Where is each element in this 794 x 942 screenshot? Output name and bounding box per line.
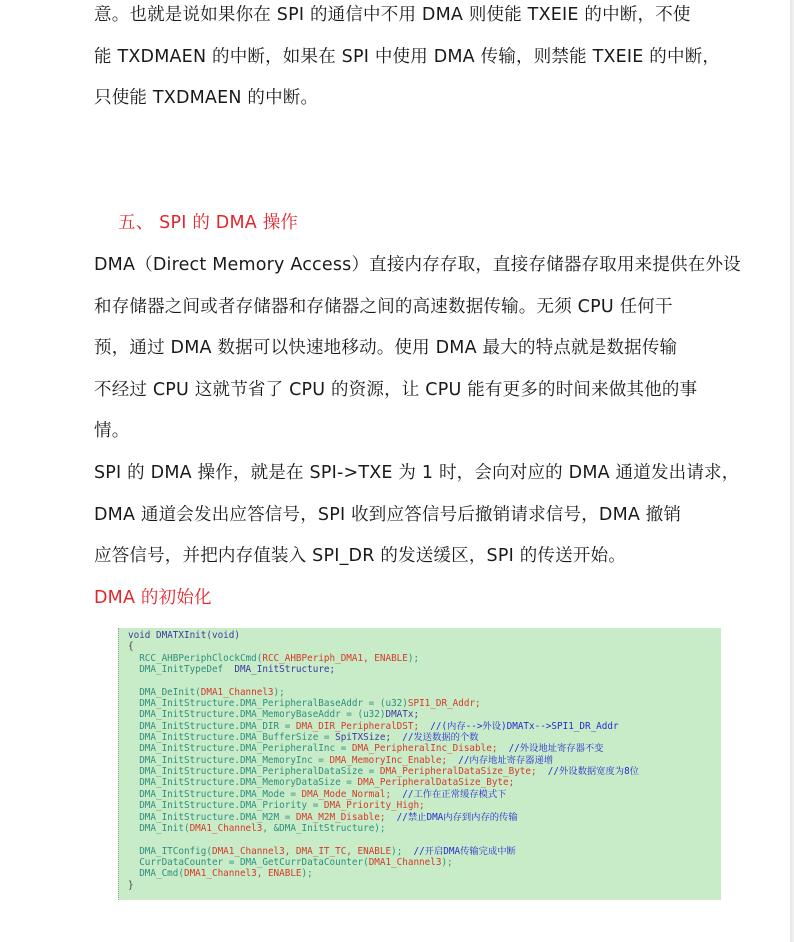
code-line bbox=[128, 834, 639, 845]
code-line bbox=[128, 880, 639, 891]
code-line bbox=[128, 675, 639, 686]
code-line bbox=[128, 653, 639, 664]
code-token: //(内存-->外设)DMATx-->SPI1_DR_Addr bbox=[419, 720, 619, 732]
subheading-dma-init: DMA 的初始化 bbox=[94, 588, 212, 608]
code-token: ); bbox=[441, 856, 453, 868]
code-token: RCC_AHBPeriph_DMA1, ENABLE bbox=[262, 652, 408, 664]
code-token: //禁止DMA内存到内存的传输 bbox=[385, 811, 518, 823]
code-token: DMA_InitStructure.DMA_PeripheralBaseAddr = (u32) bbox=[128, 698, 408, 710]
code-line bbox=[128, 766, 639, 777]
code-token: void bbox=[128, 630, 156, 641]
code-token: DMA_Init( bbox=[128, 822, 190, 834]
code-line bbox=[128, 709, 639, 720]
code-token: DMA1_Channel3, DMA_IT_TC, ENABLE bbox=[211, 845, 392, 857]
code-token: DMA1_Channel3, ENABLE bbox=[183, 868, 302, 880]
paragraph-line: 能 TXDMAEN 的中断，如果在 SPI 中使用 DMA 传输，则禁能 TXEIE 的中断， bbox=[94, 47, 721, 67]
code-lines bbox=[128, 630, 639, 891]
code-token: DMA_Cmd( bbox=[128, 868, 184, 880]
paragraph-line: DMA（Direct Memory Access）直接内存存取，直接存储器存取用来提供在外设 bbox=[94, 255, 741, 275]
code-line bbox=[128, 777, 639, 788]
paragraph-line: 情。 bbox=[94, 421, 130, 441]
code-token: { bbox=[128, 641, 134, 653]
paragraph-line: 只使能 TXDMAEN 的中断。 bbox=[94, 88, 319, 108]
code-token: ); bbox=[407, 652, 420, 664]
code-line bbox=[128, 868, 639, 879]
code-token: DMA_InitStructure.DMA_DIR = bbox=[128, 720, 296, 732]
code-token: DMA_InitStructure.DMA_PeripheralInc = bbox=[128, 743, 352, 755]
code-line bbox=[128, 789, 639, 800]
code-line bbox=[128, 641, 639, 652]
paragraph-line: 应答信号，并把内存值装入 SPI_DR 的发送缓区，SPI 的传送开始。 bbox=[94, 546, 626, 566]
page-edge-shadow bbox=[790, 0, 794, 942]
code-token: DMA_InitStructure.DMA_Mode = bbox=[128, 788, 302, 800]
code-token: DMATx; bbox=[385, 709, 420, 721]
paragraph-line: SPI 的 DMA 操作，就是在 SPI->TXE 为 1 时，会向对应的 DMA 通道发出请求， bbox=[94, 463, 740, 483]
code-line bbox=[128, 846, 639, 857]
code-token: DMA_InitStructure.DMA_M2M = bbox=[128, 811, 296, 823]
code-token: SpiTXSize; bbox=[335, 732, 392, 744]
paragraph-line: 预，通过 DMA 数据可以快速地移动。使用 DMA 最大的特点就是数据传输 bbox=[94, 338, 678, 358]
code-token: DMA_ITConfig( bbox=[128, 845, 212, 857]
code-line bbox=[128, 743, 639, 754]
code-token: RCC_AHBPeriphClockCmd( bbox=[128, 652, 263, 664]
code-token: , &DMA_InitStructure); bbox=[262, 822, 386, 834]
code-line bbox=[128, 732, 639, 743]
code-token: //外设数据宽度为8位 bbox=[536, 766, 639, 778]
code-token: DMA_Priority_High; bbox=[323, 800, 425, 812]
code-line bbox=[128, 664, 639, 675]
code-gutter bbox=[118, 628, 122, 900]
code-token: SPI1_DR_Addr; bbox=[407, 698, 481, 710]
code-token: DMA_InitStructure.DMA_MemoryBaseAddr = (u32) bbox=[128, 709, 386, 721]
code-token: DMA_InitTypeDef bbox=[128, 664, 235, 676]
code-token: DMA_InitStructure.DMA_MemoryDataSize = bbox=[128, 777, 358, 789]
code-token: DMA_DIR_PeripheralDST; bbox=[295, 720, 420, 732]
code-token: ); bbox=[273, 686, 285, 698]
code-line bbox=[128, 857, 639, 868]
code-line bbox=[128, 721, 639, 732]
code-line bbox=[128, 823, 639, 834]
code-token: DMA_InitStructure.DMA_BufferSize = bbox=[128, 732, 336, 744]
code-token: DMA_MemoryInc_Enable; bbox=[329, 754, 448, 766]
code-token: DMA_InitStructure.DMA_Priority = bbox=[128, 800, 324, 812]
code-token: DMA_M2M_Disable; bbox=[295, 811, 386, 823]
code-token: DMA_DeInit( bbox=[128, 686, 201, 698]
code-token: (void) bbox=[206, 630, 240, 641]
code-token: DMA_Mode_Normal; bbox=[301, 788, 392, 800]
code-token: DMA_InitStructure.DMA_PeripheralDataSize = bbox=[128, 766, 380, 778]
code-token: //开启DMA传输完成中断 bbox=[402, 845, 516, 857]
code-token: DMA_PeripheralDataSize_Byte; bbox=[357, 777, 515, 789]
code-token: //内存地址寄存器递增 bbox=[447, 754, 554, 766]
code-line bbox=[128, 698, 639, 709]
code-line bbox=[128, 687, 639, 698]
code-line bbox=[128, 812, 639, 823]
code-token: } bbox=[128, 879, 134, 891]
code-token: //外设地址寄存器不变 bbox=[497, 743, 604, 755]
code-token: DMA_PeripheralInc_Disable; bbox=[351, 743, 498, 755]
code-token: DMA1_Channel3 bbox=[189, 822, 263, 834]
code-block bbox=[118, 628, 721, 900]
code-token: ); bbox=[391, 845, 403, 857]
code-line bbox=[128, 800, 639, 811]
code-token: DMATXInit bbox=[156, 630, 207, 641]
code-line bbox=[128, 630, 639, 641]
code-token: ); bbox=[301, 868, 313, 880]
code-token: DMA_InitStructure; bbox=[234, 664, 336, 676]
paragraph-line: 和存储器之间或者存储器和存储器之间的高速数据传输。无须 CPU 任何干 bbox=[94, 297, 673, 317]
paragraph-line: DMA 通道会发出应答信号，SPI 收到应答信号后撤销请求信号，DMA 撤销 bbox=[94, 505, 682, 525]
code-token: DMA1_Channel3 bbox=[200, 686, 274, 698]
paragraph-line: 不经过 CPU 这就节省了 CPU 的资源，让 CPU 能有更多的时间来做其他的事 bbox=[94, 380, 698, 400]
code-token: //工作在正常缓存模式下 bbox=[391, 788, 507, 800]
paragraph-line: 意。也就是说如果你在 SPI 的通信中不用 DMA 则使能 TXEIE 的中断，不使 bbox=[94, 5, 691, 25]
code-token: DMA_InitStructure.DMA_MemoryInc = bbox=[128, 754, 330, 766]
code-token: DMA1_Channel3 bbox=[368, 856, 442, 868]
section-heading: 五、 SPI 的 DMA 操作 bbox=[118, 213, 299, 233]
code-token: DMA_PeripheralDataSize_Byte; bbox=[379, 766, 537, 778]
code-line bbox=[128, 755, 639, 766]
code-token: CurrDataCounter = DMA_GetCurrDataCounter( bbox=[128, 856, 369, 868]
code-token: //发送数据的个数 bbox=[391, 732, 479, 744]
